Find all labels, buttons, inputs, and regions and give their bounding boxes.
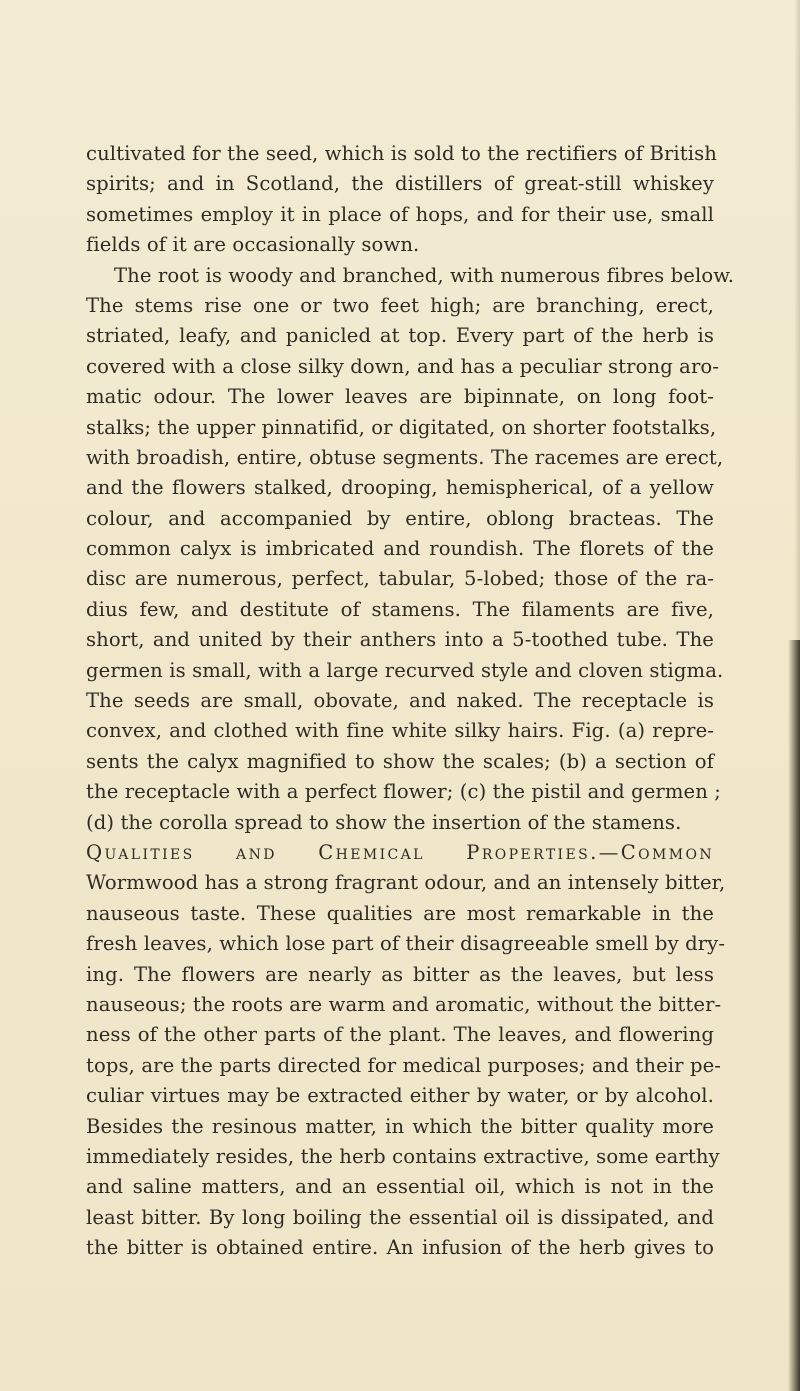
text-line: nauseous taste. These qualities are most remarkable in the [86,901,714,925]
text-line: germen is small, with a large recurved style and cloven stigma. [86,658,724,682]
page-edge-highlight [794,0,800,640]
text-line: colour, and accompanied by entire, oblong bracteas. The [86,506,714,530]
text-line: the bitter is obtained entire. An infusion of the herb gives to [86,1236,714,1260]
text-line: fields of it are occasionally sown. [86,233,420,257]
text-line: Wormwood has a strong fragrant odour, and an intensely bitter, [86,871,726,895]
text-line: immediately resides, the herb contains extractive, some earthy [86,1144,720,1168]
section-heading: Qualities and Chemical Properties.—Common [86,840,714,864]
text-line: the receptacle with a perfect flower; (c) the pistil and germen ; [86,780,721,804]
text-line: short, and united by their anthers into a 5-toothed tube. The [86,628,714,652]
text-line: and saline matters, and an essential oil, which is not in the [86,1175,714,1199]
text-line: nauseous; the roots are warm and aromatic, without the bitter- [86,992,722,1016]
text-line: and the flowers stalked, drooping, hemispherical, of a yellow [86,476,714,500]
text-line: The seeds are small, obovate, and naked. The receptacle is [86,689,714,713]
text-line: covered with a close silky down, and has a peculiar strong aro- [86,354,720,378]
text-line: sents the calyx magnified to show the scales; (b) a section of [86,749,714,773]
text-line: ness of the other parts of the plant. The leaves, and flowering [86,1023,714,1047]
text-line: culiar virtues may be extracted either by water, or by alcohol. [86,1084,714,1108]
text-line: The root is woody and branched, with numerous fibres below. [114,263,735,287]
text-line: spirits; and in Scotland, the distillers of great-still whiskey [86,172,714,196]
text-line: striated, leafy, and panicled at top. Every part of the herb is [86,324,714,348]
text-line: common calyx is imbricated and roundish. The florets of the [86,537,714,561]
text-line: ing. The flowers are nearly as bitter as the leaves, but less [86,962,714,986]
text-line: convex, and clothed with fine white silky hairs. Fig. (a) repre- [86,719,714,743]
text-line: The stems rise one or two feet high; are branching, erect, [86,293,714,317]
text-line: matic odour. The lower leaves are bipinnate, on long foot- [86,385,714,409]
text-line: sometimes employ it in place of hops, and for their use, small [86,202,714,226]
text-line: with broadish, entire, obtuse segments. The racemes are erect, [86,445,724,469]
text-line: disc are numerous, perfect, tabular, 5-lobed; those of the ra- [86,567,714,591]
page-edge-shadow [788,640,800,1391]
text-line: Besides the resinous matter, in which the bitter quality more [86,1114,714,1138]
text-line: fresh leaves, which lose part of their disagreeable smell by dry- [86,932,726,956]
text-line: dius few, and destitute of stamens. The filaments are five, [86,597,714,621]
text-line: tops, are the parts directed for medical purposes; and their pe- [86,1053,722,1077]
text-line: (d) the corolla spread to show the insertion of the stamens. [86,810,682,834]
text-line: stalks; the upper pinnatifid, or digitated, on shorter footstalks, [86,415,717,439]
body-text [86,139,735,1263]
text-line: least bitter. By long boiling the essential oil is dissipated, and [86,1205,714,1229]
text-line: cultivated for the seed, which is sold to the rectifiers of British [86,142,717,165]
